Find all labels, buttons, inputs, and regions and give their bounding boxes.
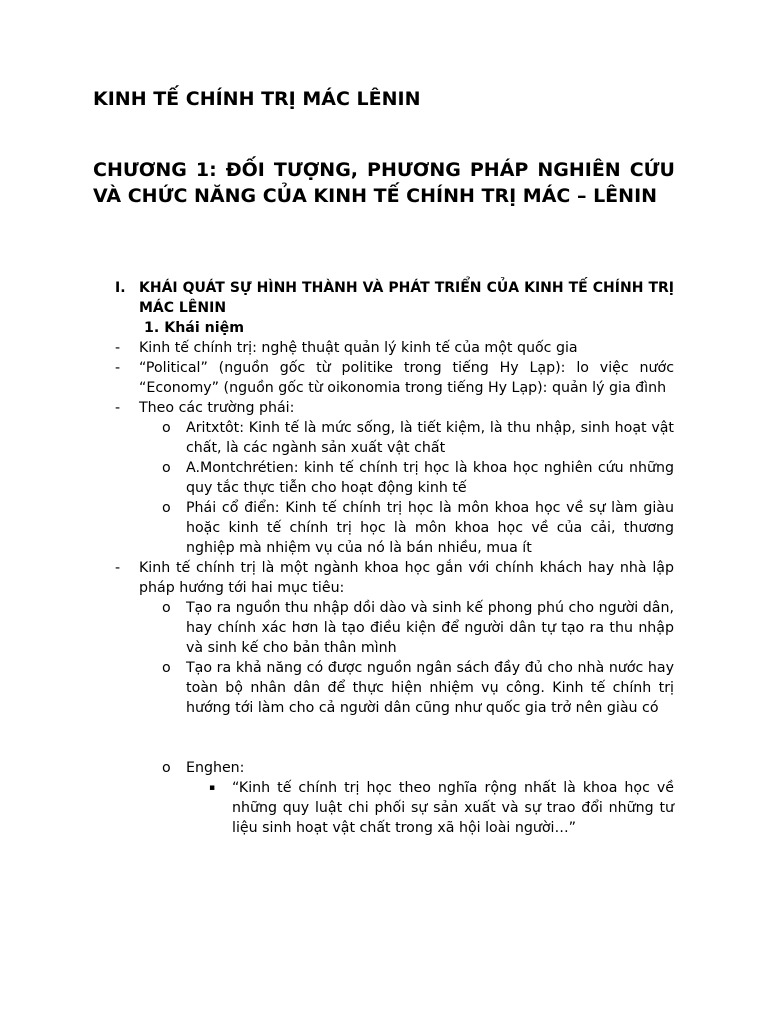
circle-bullet: o bbox=[162, 460, 171, 476]
circle-bullet: o bbox=[162, 600, 171, 616]
list-item-text: Theo các trường phái: bbox=[139, 400, 295, 416]
section-heading bbox=[0, 278, 768, 318]
section-number: I. bbox=[115, 280, 126, 296]
list-item bbox=[0, 558, 768, 598]
sub-list-item-text: A.Montchrétien: kinh tế chính trị học là khoa học nghiên cứu những quy tắc thực tiễn cho hoạt động kinh tế bbox=[186, 460, 674, 496]
circle-bullet: o bbox=[162, 760, 171, 776]
list-item-text: Kinh tế chính trị: nghệ thuật quản lý kinh tế của một quốc gia bbox=[139, 340, 578, 356]
list-item-text: Kinh tế chính trị là một ngành khoa học gắn với chính khách hay nhà lập pháp hướng tới hai mục tiêu: bbox=[139, 560, 674, 596]
dash-bullet: - bbox=[115, 340, 121, 356]
square-bullet-icon: ▪ bbox=[209, 783, 216, 793]
list-item bbox=[0, 338, 768, 358]
sub-list-item bbox=[0, 658, 768, 718]
subsection-heading bbox=[0, 318, 768, 338]
list-item-text: “Political” (nguồn gốc từ politike trong tiếng Hy Lạp): lo việc nước “Economy” (nguồn gốc từ oikonomia trong tiếng Hy Lạp): quản lý gia đình bbox=[139, 360, 674, 396]
section-heading-text: KHÁI QUÁT SỰ HÌNH THÀNH VÀ PHÁT TRIỂN CỦA KINH TẾ CHÍNH TRỊ MÁC LÊNIN bbox=[139, 280, 674, 316]
sub-list-item bbox=[0, 418, 768, 458]
dash-bullet: - bbox=[115, 360, 121, 376]
sub-list-item bbox=[0, 498, 768, 558]
circle-bullet: o bbox=[162, 660, 171, 676]
dash-bullet: - bbox=[115, 560, 121, 576]
sub-list-item-text: Phái cổ điển: Kinh tế chính trị học là môn khoa học về sự làm giàu hoặc kinh tế chính trị học là môn khoa học về của cải, thương nghiệp mà nhiệm vụ của nó là bán nhiều, mua ít bbox=[186, 500, 674, 556]
sub-list-item-text: Tạo ra nguồn thu nhập dồi dào và sinh kế phong phú cho người dân, hay chính xác hơn là tạo điều kiện để người dân tự tạo ra thu nhập và sinh kế cho bản thân mình bbox=[186, 600, 674, 656]
sub-list-item bbox=[0, 458, 768, 498]
list-item bbox=[0, 398, 768, 418]
chapter-heading: CHƯƠNG 1: ĐỐI TƯỢNG, PHƯƠNG PHÁP NGHIÊN CỨU VÀ CHỨC NĂNG CỦA KINH TẾ CHÍNH TRỊ MÁC – LÊNIN bbox=[93, 159, 675, 207]
sub-list-item bbox=[0, 598, 768, 658]
sub-list-item bbox=[0, 758, 768, 778]
circle-bullet: o bbox=[162, 500, 171, 516]
dash-bullet: - bbox=[115, 400, 121, 416]
blank-spacer bbox=[0, 718, 768, 758]
engels-label: Enghen: bbox=[186, 760, 245, 776]
document-body bbox=[0, 278, 768, 838]
quote-item bbox=[0, 778, 768, 838]
document-title: KINH TẾ CHÍNH TRỊ MÁC LÊNIN bbox=[93, 88, 421, 110]
circle-bullet: o bbox=[162, 420, 171, 436]
engels-quote: “Kinh tế chính trị học theo nghĩa rộng nhất là khoa học về những quy luật chi phối sự sản xuất và sự trao đổi những tư liệu sinh hoạt vật chất trong xã hội loài người…” bbox=[232, 780, 674, 836]
sub-list-item-text: Aritxtôt: Kinh tế là mức sống, là tiết kiệm, là thu nhập, sinh hoạt vật chất, là các ngành sản xuất vật chất bbox=[186, 420, 674, 456]
subsection-heading-text: 1. Khái niệm bbox=[144, 320, 245, 336]
list-item bbox=[0, 358, 768, 398]
sub-list-item-text: Tạo ra khả năng có được nguồn ngân sách đầy đủ cho nhà nước hay toàn bộ nhân dân để thực hiện nhiệm vụ công. Kinh tế chính trị hướng tới làm cho cả người dân cũng như quốc gia trở nên giàu có bbox=[186, 660, 674, 716]
